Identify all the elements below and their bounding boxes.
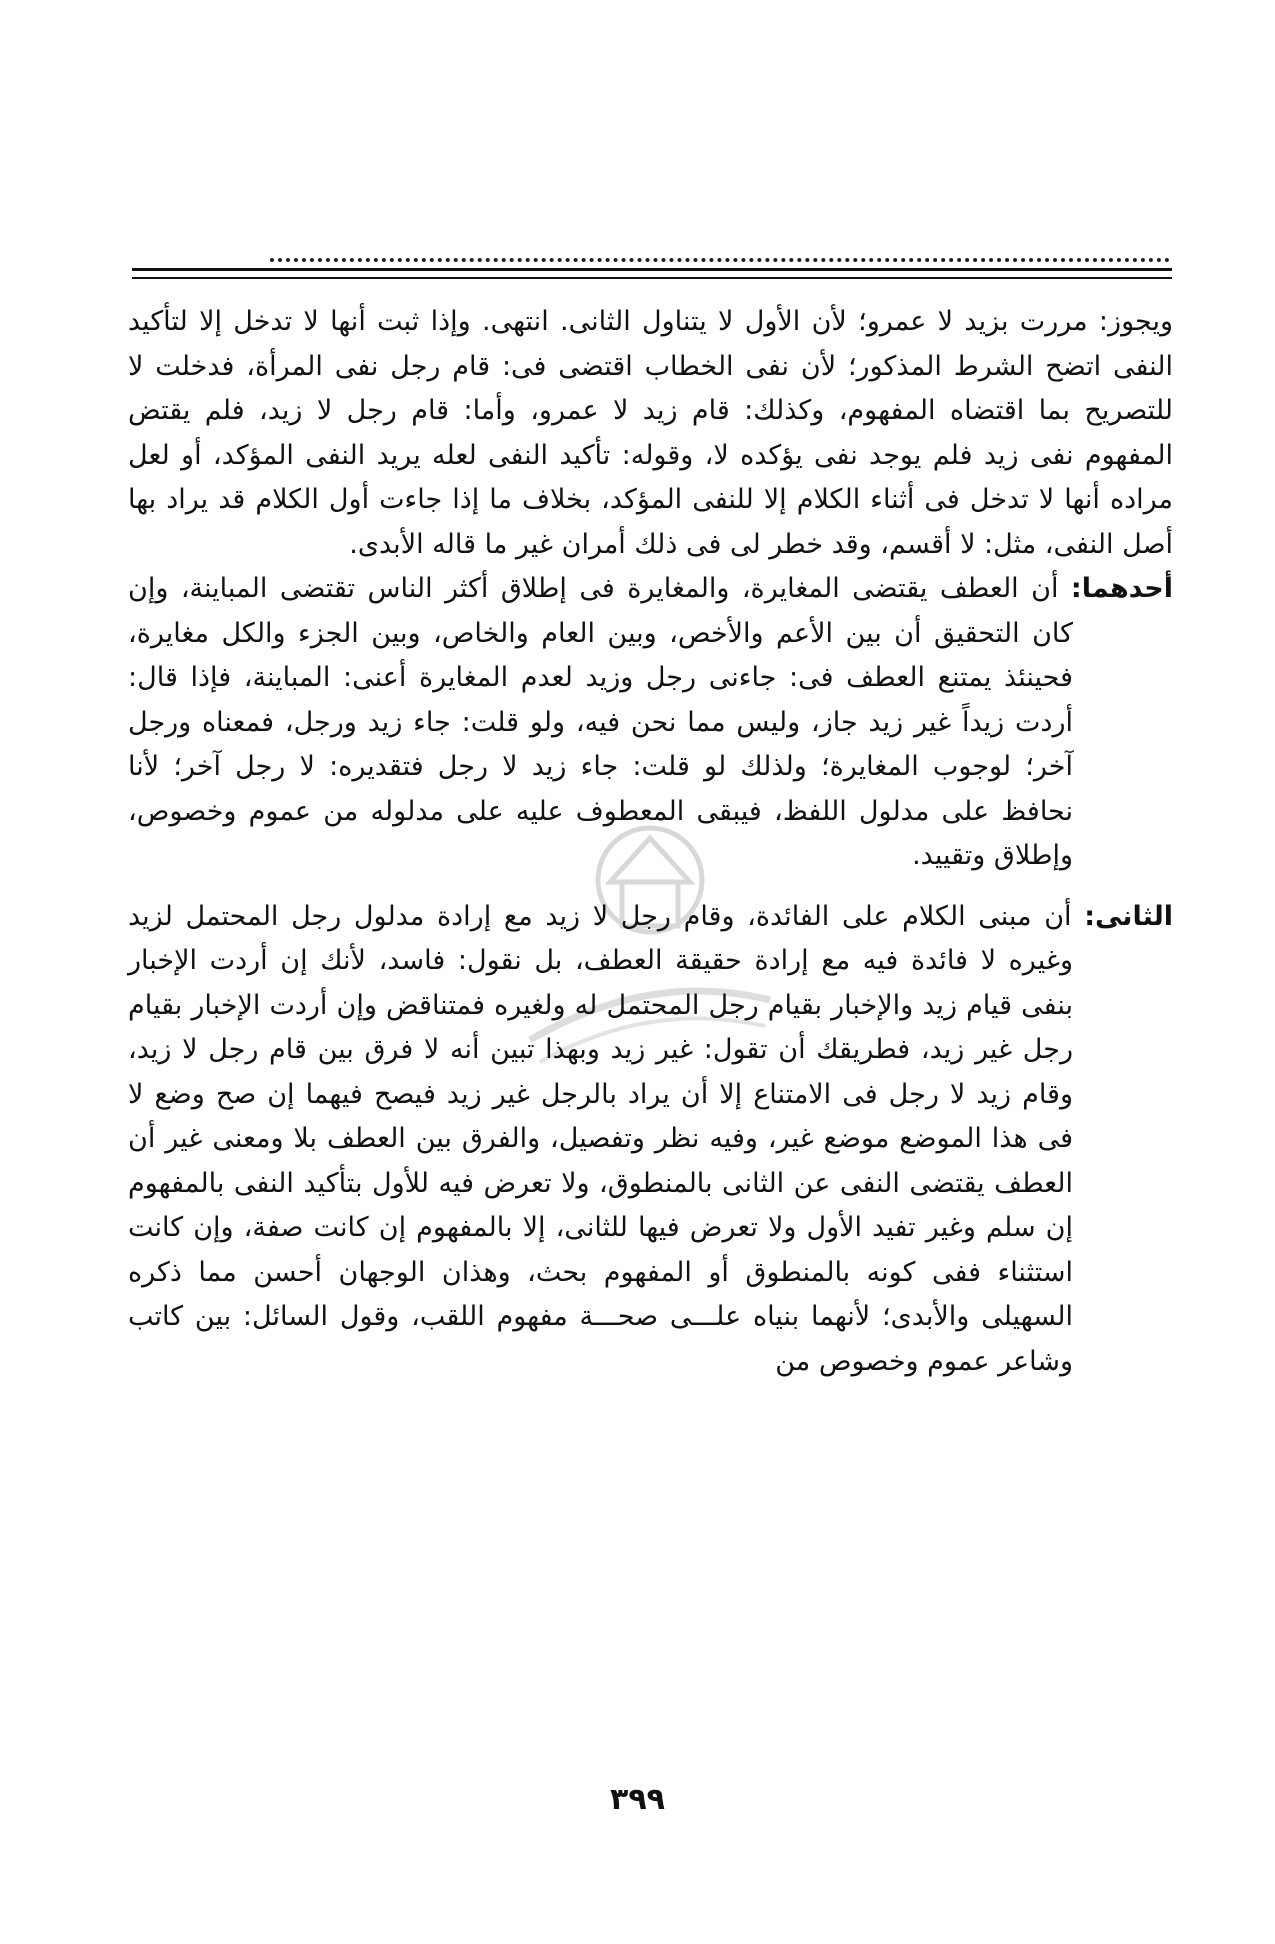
header-dotted-rule — [270, 258, 1170, 262]
paragraph-3-heading: الثانى: — [1084, 900, 1173, 932]
paragraph-3-text: أن مبنى الكلام على الفائدة، وقام رجل لا زيد مع إرادة مدلول رجل المحتمل لزيد وغيره لا فائدة فيه مع إرادة حقيقة العطف، بل نقول: فاسد، لأنك إن أردت الإخبار بنفى قيام زيد والإخبار بقيام رجل المحتمل له ولغيره فمتناقض وإن أردت الإخبار بقيام رجل غير زيد، فطريقك أن تقول: غير زيد وبهذا تبين أنه لا فرق بين قام رجل لا زيد، وقام زيد لا رجل فى الامتناع إلا أن يراد بالرجل غير زيد فيصح فيهما إن صح وضع لا فى هذا الموضع موضع غير، وفيه نظر وتفصيل، والفرق بين العطف بلا ومعنى غير أن العطف يقتضى النفى عن الثانى بالمنطوق، ولا تعرض فيه للأول بتأكيد النفى بالمفهوم إن سلم وغير تفيد الأول ولا تعرض فيها للثانى، إلا بالمفهوم إن كانت صفة، وإن كانت استثناء ففى كونه بالمنطوق أو المفهوم بحث، وهذان الوجهان أحسن مما ذكره السهيلى والأبدى؛ لأنهما بنياه علـــى صحـــة مفهوم اللقب، وقول السائل: بين كاتب وشاعر عموم وخصوص من — [128, 900, 1073, 1377]
paragraph-3 — [128, 895, 1173, 1385]
page-number: ٣٩٩ — [610, 1782, 665, 1817]
header-double-rule — [132, 268, 1172, 279]
paragraph-2 — [128, 567, 1173, 879]
paragraph-2-text: أن العطف يقتضى المغايرة، والمغايرة فى إطلاق أكثر الناس تقتضى المباينة، وإن كان التحقيق أن بين الأعم والأخص، وبين العام والخاص، وبين الجزء والكل مغايرة، فحينئذ يمتنع العطف فى: جاءنى رجل وزيد لعدم المغايرة أعنى: المباينة، فإذا قال: أردت زيداً غير زيد جاز، وليس مما نحن فيه، ولو قلت: جاء زيد ورجل، فمعناه ورجل آخر؛ لوجوب المغايرة؛ ولذلك لو قلت: جاء زيد لا رجل فتقديره: لا رجل آخر؛ لأنا نحافظ على مدلول اللفظ، فيبقى المعطوف عليه على مدلوله من عموم وخصوص، وإطلاق وتقييد. — [128, 573, 1073, 871]
paragraph-1 — [128, 300, 1173, 567]
body-text — [128, 300, 1173, 1384]
paragraph-2-heading: أحدهما: — [1070, 573, 1173, 604]
paragraph-1-text: ويجوز: مررت بزيد لا عمرو؛ لأن الأول لا يتناول الثانى. انتهى. وإذا ثبت أنها لا تدخل إلا لتأكيد النفى اتضح الشرط المذكور؛ لأن نفى الخطاب اقتضى فى: قام رجل نفى المرأة، فدخلت لا للتصريح بما اقتضاه المفهوم، وكذلك: قام زيد لا عمرو، وأما: قام رجل لا زيد، فلم يقتض المفهوم نفى زيد فلم يوجد نفى يؤكده لا، وقوله: تأكيد النفى لعله يريد النفى المؤكد، أو لعل مراده أنها لا تدخل فى أثناء الكلام إلا للنفى المؤكد، بخلاف ما إذا جاءت أول الكلام قد يراد بها أصل النفى، مثل: لا أقسم، وقد خطر لى فى ذلك أمران غير ما قاله الأبدى. — [128, 306, 1173, 560]
